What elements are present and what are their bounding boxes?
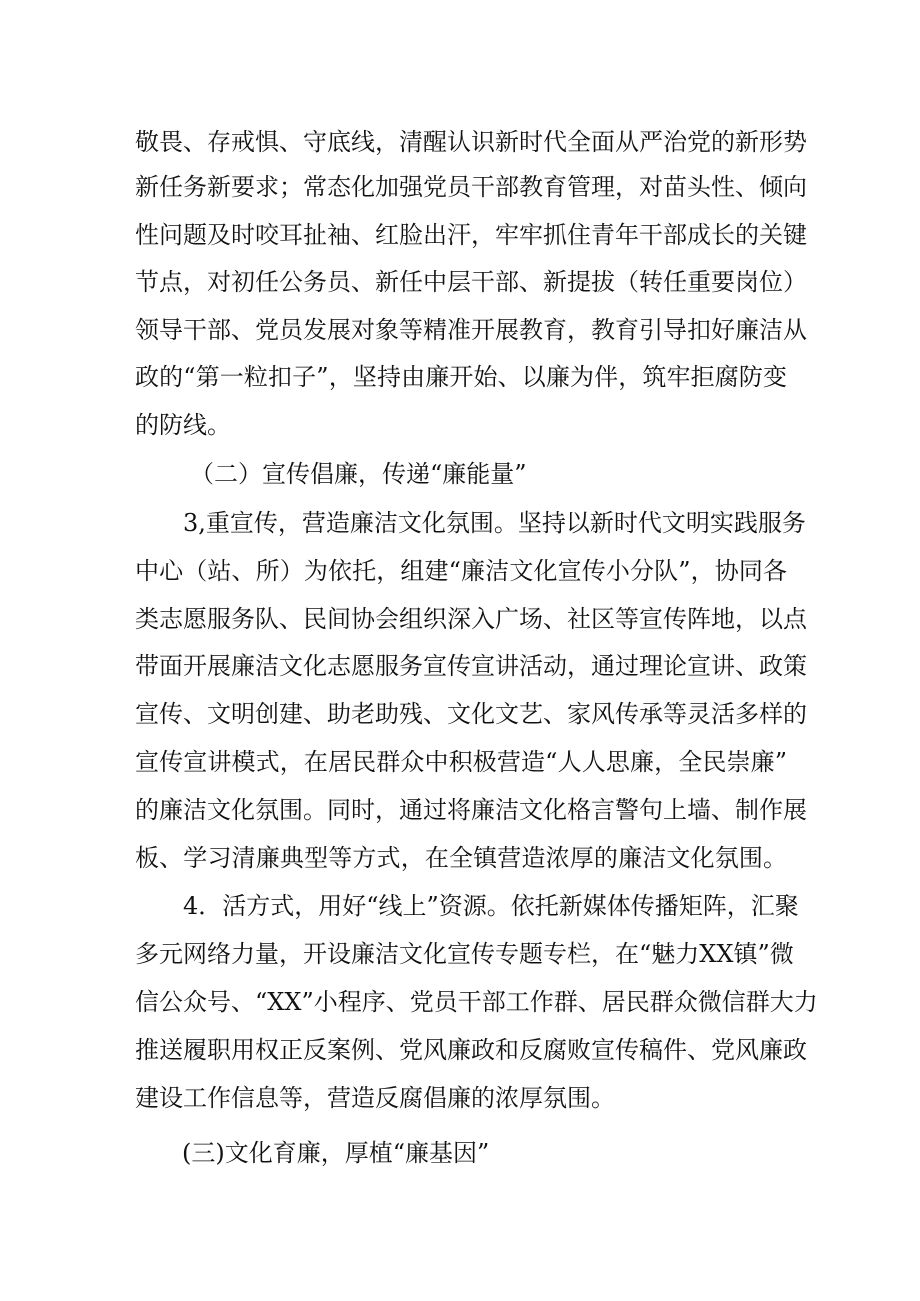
paragraph-1-line-1: 敬畏、存戒惧、守底线，清醒认识新时代全面从严治党的新形势 [135,128,807,156]
paragraph-3-line-7: 的廉洁文化氛围。同时，通过将廉洁文化格言警句上墙、制作展 [135,796,807,824]
paragraph-4-line-2: 多元网络力量，开设廉洁文化宣传专题专栏，在“魅力XX镇”微 [135,940,794,968]
paragraph-1-line-7: 的防线。 [135,411,231,439]
paragraph-3-line-2: 中心（站、所）为依托，组建“廉洁文化宣传小分队”，协同各 [135,557,787,585]
paragraph-4-line-4: 推送履职用权正反案例、党风廉政和反腐败宣传稿件、党风廉政 [135,1036,807,1064]
paragraph-3-line-5: 宣传、文明创建、助老助残、文化文艺、家风传承等灵活多样的 [135,700,807,728]
paragraph-1-line-2: 新任务新要求；常态化加强党员干部教育管理，对苗头性、倾向 [135,173,807,201]
paragraph-3-line-4: 带面开展廉洁文化志愿服务宣传宣讲活动，通过理论宣讲、政策 [135,652,807,680]
paragraph-4-line-1: 4．活方式，用好“线上”资源。依托新媒体传播矩阵，汇聚 [183,892,799,920]
paragraph-3-line-8: 板、学习清廉典型等方式，在全镇营造浓厚的廉洁文化氛围。 [135,844,787,872]
paragraph-3-line-6: 宣传宣讲模式，在居民群众中积极营造“人人思廉，全民崇廉” [135,748,787,776]
paragraph-1-line-4: 节点，对初任公务员、新任中层干部、新提拔（转任重要岗位） [135,268,807,296]
paragraph-3-line-1: 3,重宣传，营造廉洁文化氛围。坚持以新时代文明实践服务 [183,509,806,537]
paragraph-3-line-3: 类志愿服务队、民间协会组织深入广场、社区等宣传阵地，以点 [135,605,807,633]
section-heading-2: （二）宣传倡廉，传递“廉能量” [190,460,527,488]
section-heading-3: (三)文化育廉，厚植“廉基因” [182,1139,490,1167]
paragraph-1-line-3: 性问题及时咬耳扯袖、红脸出汗，牢牢抓住青年干部成长的关键 [135,221,807,249]
paragraph-4-line-5: 建设工作信息等，营造反腐倡廉的浓厚氛围。 [135,1084,615,1112]
paragraph-1-line-6: 政的“第一粒扣子”，坚持由廉开始、以廉为伴，筑牢拒腐防变 [135,363,787,391]
paragraph-1-line-5: 领导干部、党员发展对象等精准开展教育，教育引导扣好廉洁从 [135,316,807,344]
paragraph-4-line-3: 信公众号、“XX”小程序、党员干部工作群、居民群众微信群大力 [135,988,818,1016]
